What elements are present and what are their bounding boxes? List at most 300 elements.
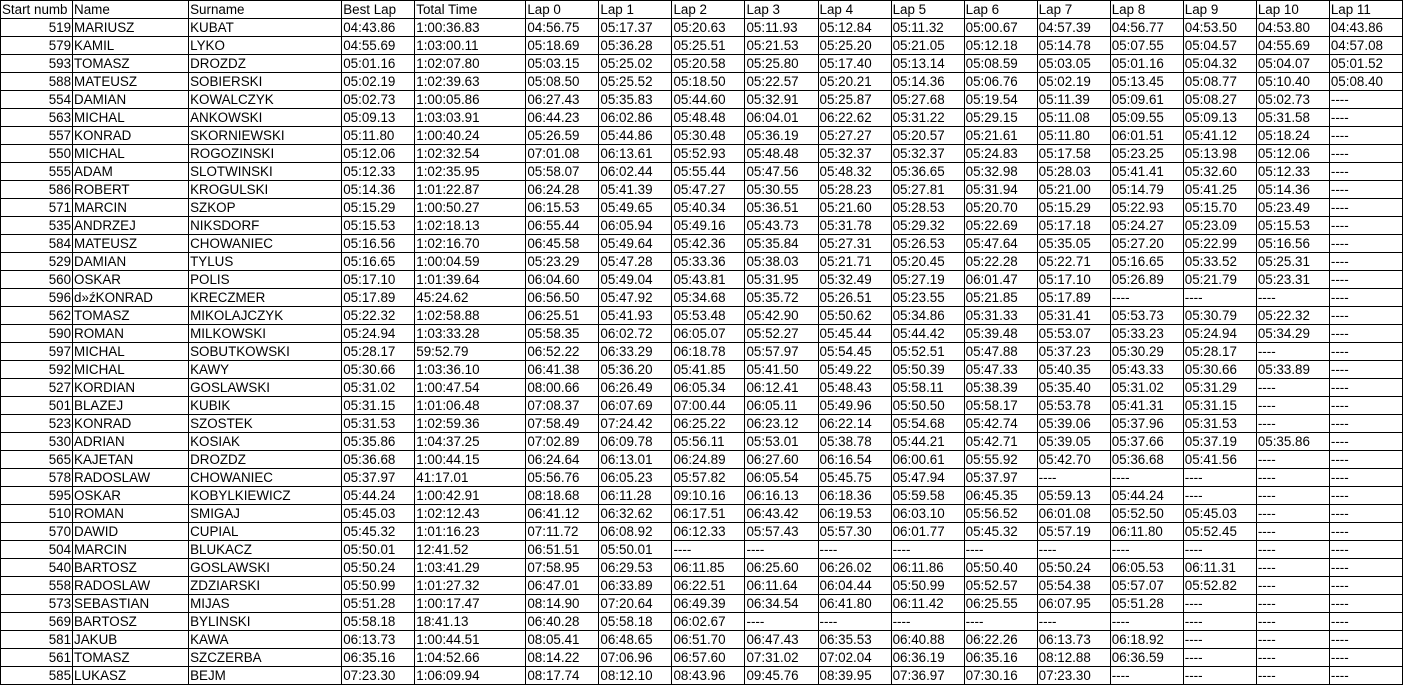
- table-cell[interactable]: 06:05.54: [745, 469, 818, 487]
- table-cell[interactable]: 1:00:36.83: [415, 19, 526, 37]
- table-cell[interactable]: 1:01:16.23: [415, 523, 526, 541]
- column-header[interactable]: Total Time: [415, 1, 526, 19]
- table-cell[interactable]: 06:11.85: [672, 559, 745, 577]
- table-cell[interactable]: 05:25.52: [599, 73, 672, 91]
- table-cell[interactable]: 06:22.14: [818, 415, 891, 433]
- table-cell[interactable]: ----: [1329, 469, 1402, 487]
- table-cell[interactable]: 1:00:42.91: [415, 487, 526, 505]
- table-cell[interactable]: 45:24.62: [415, 289, 526, 307]
- table-cell[interactable]: 05:01.52: [1329, 55, 1402, 73]
- table-cell[interactable]: 05:33.23: [1110, 325, 1183, 343]
- column-header[interactable]: Surname: [189, 1, 342, 19]
- start-number-cell[interactable]: 570: [1, 523, 73, 541]
- table-cell[interactable]: 06:00.61: [891, 451, 964, 469]
- table-cell[interactable]: 05:23.25: [1110, 145, 1183, 163]
- column-header[interactable]: Lap 10: [1256, 1, 1329, 19]
- start-number-cell[interactable]: 581: [1, 631, 73, 649]
- table-cell[interactable]: KUBAT: [189, 19, 342, 37]
- table-cell[interactable]: 05:15.53: [342, 217, 415, 235]
- start-number-cell[interactable]: 504: [1, 541, 73, 559]
- table-cell[interactable]: ----: [1329, 253, 1402, 271]
- table-cell[interactable]: 05:51.28: [342, 595, 415, 613]
- table-cell[interactable]: 05:18.50: [672, 73, 745, 91]
- table-cell[interactable]: GOSLAWSKI: [189, 379, 342, 397]
- table-cell[interactable]: 05:39.48: [964, 325, 1037, 343]
- table-cell[interactable]: 06:11.80: [1110, 523, 1183, 541]
- table-cell[interactable]: 05:33.89: [1256, 361, 1329, 379]
- table-cell[interactable]: 05:31.29: [1183, 379, 1256, 397]
- table-cell[interactable]: 06:45.58: [526, 235, 599, 253]
- table-cell[interactable]: 05:57.43: [745, 523, 818, 541]
- table-cell[interactable]: 05:22.93: [1110, 199, 1183, 217]
- table-cell[interactable]: 06:24.64: [526, 451, 599, 469]
- table-cell[interactable]: 05:44.21: [891, 433, 964, 451]
- table-cell[interactable]: 05:37.23: [1037, 343, 1110, 361]
- table-cell[interactable]: 05:44.42: [891, 325, 964, 343]
- table-cell[interactable]: 1:03:36.10: [415, 361, 526, 379]
- table-cell[interactable]: 06:36.19: [891, 649, 964, 667]
- table-cell[interactable]: 05:20.21: [818, 73, 891, 91]
- table-cell[interactable]: 06:55.44: [526, 217, 599, 235]
- table-cell[interactable]: 06:05.53: [1110, 559, 1183, 577]
- table-cell[interactable]: MARIUSZ: [73, 19, 189, 37]
- table-cell[interactable]: 05:42.36: [672, 235, 745, 253]
- table-cell[interactable]: DAMIAN: [73, 91, 189, 109]
- table-cell[interactable]: 05:01.16: [1110, 55, 1183, 73]
- table-cell[interactable]: ----: [1183, 541, 1256, 559]
- table-cell[interactable]: MATEUSZ: [73, 235, 189, 253]
- table-cell[interactable]: ANKOWSKI: [189, 109, 342, 127]
- table-cell[interactable]: 05:57.82: [672, 469, 745, 487]
- start-number-cell[interactable]: 540: [1, 559, 73, 577]
- table-cell[interactable]: ----: [1110, 469, 1183, 487]
- table-cell[interactable]: 05:24.83: [964, 145, 1037, 163]
- table-cell[interactable]: 05:35.86: [342, 433, 415, 451]
- table-cell[interactable]: ----: [1110, 667, 1183, 685]
- start-number-cell[interactable]: 569: [1, 613, 73, 631]
- start-number-cell[interactable]: 562: [1, 307, 73, 325]
- table-cell[interactable]: 06:35.16: [964, 649, 1037, 667]
- table-cell[interactable]: 12:41.52: [415, 541, 526, 559]
- start-number-cell[interactable]: 554: [1, 91, 73, 109]
- table-cell[interactable]: 05:15.53: [1256, 217, 1329, 235]
- table-cell[interactable]: 05:25.20: [818, 37, 891, 55]
- table-cell[interactable]: 05:31.94: [964, 181, 1037, 199]
- table-cell[interactable]: 05:41.85: [672, 361, 745, 379]
- table-cell[interactable]: 05:58.18: [599, 613, 672, 631]
- table-cell[interactable]: KOBYLKIEWICZ: [189, 487, 342, 505]
- table-cell[interactable]: 05:50.24: [1037, 559, 1110, 577]
- table-cell[interactable]: SZKOP: [189, 199, 342, 217]
- table-cell[interactable]: 05:08.59: [964, 55, 1037, 73]
- table-cell[interactable]: 05:47.64: [964, 235, 1037, 253]
- table-cell[interactable]: 07:01.08: [526, 145, 599, 163]
- table-cell[interactable]: 05:54.45: [818, 343, 891, 361]
- column-header[interactable]: Lap 11: [1329, 1, 1402, 19]
- table-cell[interactable]: KRECZMER: [189, 289, 342, 307]
- table-cell[interactable]: ----: [1183, 595, 1256, 613]
- table-cell[interactable]: 05:03.15: [526, 55, 599, 73]
- table-cell[interactable]: 06:13.61: [599, 145, 672, 163]
- table-cell[interactable]: 05:24.94: [1183, 325, 1256, 343]
- table-cell[interactable]: 05:58.07: [526, 163, 599, 181]
- start-number-cell[interactable]: 592: [1, 361, 73, 379]
- table-cell[interactable]: 06:56.50: [526, 289, 599, 307]
- table-cell[interactable]: 06:51.51: [526, 541, 599, 559]
- table-cell[interactable]: 05:31.53: [342, 415, 415, 433]
- table-cell[interactable]: ----: [1329, 199, 1402, 217]
- table-cell[interactable]: 08:05.41: [526, 631, 599, 649]
- table-cell[interactable]: 05:39.06: [1037, 415, 1110, 433]
- table-cell[interactable]: 04:55.69: [342, 37, 415, 55]
- table-cell[interactable]: 05:31.78: [818, 217, 891, 235]
- table-cell[interactable]: SOBUTKOWSKI: [189, 343, 342, 361]
- table-cell[interactable]: 04:53.50: [1183, 19, 1256, 37]
- table-cell[interactable]: 05:20.57: [891, 127, 964, 145]
- table-cell[interactable]: 05:22.28: [964, 253, 1037, 271]
- table-cell[interactable]: SMIGAJ: [189, 505, 342, 523]
- table-cell[interactable]: 05:31.33: [964, 307, 1037, 325]
- table-cell[interactable]: 05:23.31: [1256, 271, 1329, 289]
- table-cell[interactable]: 06:01.08: [1037, 505, 1110, 523]
- table-cell[interactable]: 1:00:44.15: [415, 451, 526, 469]
- table-cell[interactable]: SLOTWINSKI: [189, 163, 342, 181]
- table-cell[interactable]: ----: [1037, 469, 1110, 487]
- table-cell[interactable]: 05:28.17: [342, 343, 415, 361]
- table-cell[interactable]: 05:21.00: [1037, 181, 1110, 199]
- table-cell[interactable]: 05:02.73: [1256, 91, 1329, 109]
- table-cell[interactable]: 05:16.65: [342, 253, 415, 271]
- table-cell[interactable]: 05:50.39: [891, 361, 964, 379]
- table-cell[interactable]: 06:02.44: [599, 163, 672, 181]
- table-cell[interactable]: 05:23.49: [1256, 199, 1329, 217]
- table-cell[interactable]: ----: [1329, 235, 1402, 253]
- table-cell[interactable]: 05:32.98: [964, 163, 1037, 181]
- table-cell[interactable]: ROGOZINSKI: [189, 145, 342, 163]
- start-number-cell[interactable]: 586: [1, 181, 73, 199]
- table-cell[interactable]: ----: [964, 613, 1037, 631]
- start-number-cell[interactable]: 529: [1, 253, 73, 271]
- table-cell[interactable]: 06:18.92: [1110, 631, 1183, 649]
- table-cell[interactable]: 07:30.16: [964, 667, 1037, 685]
- table-cell[interactable]: 05:55.44: [672, 163, 745, 181]
- table-cell[interactable]: 04:56.75: [526, 19, 599, 37]
- table-cell[interactable]: 05:30.79: [1183, 307, 1256, 325]
- table-cell[interactable]: 07:02.04: [818, 649, 891, 667]
- table-cell[interactable]: 05:28.17: [1183, 343, 1256, 361]
- table-cell[interactable]: 05:11.39: [1037, 91, 1110, 109]
- table-cell[interactable]: CUPIAL: [189, 523, 342, 541]
- table-cell[interactable]: 05:20.70: [964, 199, 1037, 217]
- table-cell[interactable]: 05:49.65: [599, 199, 672, 217]
- table-cell[interactable]: 05:38.03: [745, 253, 818, 271]
- table-cell[interactable]: 05:57.07: [1110, 577, 1183, 595]
- table-cell[interactable]: ----: [1329, 127, 1402, 145]
- table-cell[interactable]: 05:24.94: [342, 325, 415, 343]
- table-cell[interactable]: 07:58.49: [526, 415, 599, 433]
- start-number-cell[interactable]: 561: [1, 649, 73, 667]
- table-cell[interactable]: 05:44.24: [1110, 487, 1183, 505]
- table-cell[interactable]: 05:50.40: [964, 559, 1037, 577]
- table-cell[interactable]: 05:09.13: [342, 109, 415, 127]
- table-cell[interactable]: 1:02:32.54: [415, 145, 526, 163]
- table-cell[interactable]: 05:17.10: [342, 271, 415, 289]
- table-cell[interactable]: DAWID: [73, 523, 189, 541]
- table-cell[interactable]: 1:06:09.94: [415, 667, 526, 685]
- table-cell[interactable]: 05:30.66: [342, 361, 415, 379]
- table-cell[interactable]: 06:41.38: [526, 361, 599, 379]
- table-cell[interactable]: 05:22.32: [1256, 307, 1329, 325]
- table-cell[interactable]: 05:31.41: [1037, 307, 1110, 325]
- table-cell[interactable]: 04:57.39: [1037, 19, 1110, 37]
- table-cell[interactable]: ----: [1037, 541, 1110, 559]
- table-cell[interactable]: 06:43.42: [745, 505, 818, 523]
- table-cell[interactable]: 06:49.39: [672, 595, 745, 613]
- table-cell[interactable]: 06:23.12: [745, 415, 818, 433]
- table-cell[interactable]: 05:08.27: [1183, 91, 1256, 109]
- table-cell[interactable]: 05:11.80: [1037, 127, 1110, 145]
- table-cell[interactable]: 05:30.29: [1110, 343, 1183, 361]
- start-number-cell[interactable]: 558: [1, 577, 73, 595]
- table-cell[interactable]: 07:20.64: [599, 595, 672, 613]
- table-cell[interactable]: 06:13.01: [599, 451, 672, 469]
- table-cell[interactable]: ----: [1183, 487, 1256, 505]
- table-cell[interactable]: 05:03.05: [1037, 55, 1110, 73]
- table-cell[interactable]: 05:11.08: [1037, 109, 1110, 127]
- table-cell[interactable]: MATEUSZ: [73, 73, 189, 91]
- table-cell[interactable]: ----: [1256, 487, 1329, 505]
- table-cell[interactable]: 05:41.93: [599, 307, 672, 325]
- table-cell[interactable]: 05:50.01: [342, 541, 415, 559]
- table-cell[interactable]: 05:45.03: [342, 505, 415, 523]
- table-cell[interactable]: 05:17.10: [1037, 271, 1110, 289]
- table-cell[interactable]: 05:35.05: [1037, 235, 1110, 253]
- table-cell[interactable]: 05:28.03: [1037, 163, 1110, 181]
- table-cell[interactable]: ----: [1183, 649, 1256, 667]
- table-cell[interactable]: ADRIAN: [73, 433, 189, 451]
- table-cell[interactable]: 1:01:22.87: [415, 181, 526, 199]
- table-cell[interactable]: 05:20.45: [891, 253, 964, 271]
- table-cell[interactable]: 05:36.65: [891, 163, 964, 181]
- table-cell[interactable]: 05:41.39: [599, 181, 672, 199]
- table-cell[interactable]: 59:52.79: [415, 343, 526, 361]
- table-cell[interactable]: ----: [1110, 289, 1183, 307]
- table-cell[interactable]: 06:19.53: [818, 505, 891, 523]
- table-cell[interactable]: 05:31.22: [891, 109, 964, 127]
- table-cell[interactable]: 41:17.01: [415, 469, 526, 487]
- table-cell[interactable]: 05:13.14: [891, 55, 964, 73]
- table-cell[interactable]: 06:01.47: [964, 271, 1037, 289]
- table-cell[interactable]: ----: [1329, 307, 1402, 325]
- table-cell[interactable]: 05:45.75: [818, 469, 891, 487]
- table-cell[interactable]: 05:53.07: [1037, 325, 1110, 343]
- start-number-cell[interactable]: 573: [1, 595, 73, 613]
- table-cell[interactable]: 06:05.94: [599, 217, 672, 235]
- table-cell[interactable]: ----: [1183, 631, 1256, 649]
- start-number-cell[interactable]: 593: [1, 55, 73, 73]
- table-cell[interactable]: 05:14.79: [1110, 181, 1183, 199]
- table-cell[interactable]: 06:27.43: [526, 91, 599, 109]
- table-cell[interactable]: 05:13.98: [1183, 145, 1256, 163]
- table-cell[interactable]: SZOSTEK: [189, 415, 342, 433]
- table-cell[interactable]: ----: [1329, 181, 1402, 199]
- table-cell[interactable]: 05:02.73: [342, 91, 415, 109]
- table-cell[interactable]: 06:36.59: [1110, 649, 1183, 667]
- table-cell[interactable]: 06:44.23: [526, 109, 599, 127]
- table-cell[interactable]: 05:22.57: [745, 73, 818, 91]
- table-cell[interactable]: 06:45.35: [964, 487, 1037, 505]
- table-cell[interactable]: 1:00:04.59: [415, 253, 526, 271]
- table-cell[interactable]: KROGULSKI: [189, 181, 342, 199]
- table-cell[interactable]: 05:42.90: [745, 307, 818, 325]
- table-cell[interactable]: 05:21.60: [818, 199, 891, 217]
- table-cell[interactable]: 05:27.31: [818, 235, 891, 253]
- table-cell[interactable]: 1:01:27.32: [415, 577, 526, 595]
- table-cell[interactable]: ----: [1256, 415, 1329, 433]
- table-cell[interactable]: 05:48.43: [818, 379, 891, 397]
- table-cell[interactable]: 04:43.86: [1329, 19, 1402, 37]
- table-cell[interactable]: 05:59.13: [1037, 487, 1110, 505]
- table-cell[interactable]: 05:27.81: [891, 181, 964, 199]
- table-cell[interactable]: 05:35.86: [1256, 433, 1329, 451]
- table-cell[interactable]: 05:27.68: [891, 91, 964, 109]
- table-cell[interactable]: 06:40.28: [526, 613, 599, 631]
- table-cell[interactable]: 05:51.28: [1110, 595, 1183, 613]
- table-cell[interactable]: 05:09.13: [1183, 109, 1256, 127]
- table-cell[interactable]: 05:12.06: [1256, 145, 1329, 163]
- table-cell[interactable]: 06:17.51: [672, 505, 745, 523]
- table-cell[interactable]: 05:18.24: [1256, 127, 1329, 145]
- table-cell[interactable]: 1:02:35.95: [415, 163, 526, 181]
- table-cell[interactable]: 05:41.12: [1183, 127, 1256, 145]
- table-cell[interactable]: 05:42.71: [964, 433, 1037, 451]
- table-cell[interactable]: ----: [1329, 505, 1402, 523]
- table-cell[interactable]: 05:15.29: [1037, 199, 1110, 217]
- table-cell[interactable]: BLAZEJ: [73, 397, 189, 415]
- table-cell[interactable]: 05:52.45: [1183, 523, 1256, 541]
- table-cell[interactable]: 05:16.56: [342, 235, 415, 253]
- table-cell[interactable]: 07:58.95: [526, 559, 599, 577]
- column-header[interactable]: Lap 9: [1183, 1, 1256, 19]
- table-cell[interactable]: 07:23.30: [1037, 667, 1110, 685]
- table-cell[interactable]: 07:06.96: [599, 649, 672, 667]
- table-cell[interactable]: GOSLAWSKI: [189, 559, 342, 577]
- table-cell[interactable]: 05:50.99: [342, 577, 415, 595]
- table-cell[interactable]: JAKUB: [73, 631, 189, 649]
- table-cell[interactable]: 06:22.51: [672, 577, 745, 595]
- table-cell[interactable]: ----: [1183, 613, 1256, 631]
- table-cell[interactable]: ----: [1256, 559, 1329, 577]
- table-cell[interactable]: 05:54.38: [1037, 577, 1110, 595]
- table-cell[interactable]: 06:04.01: [745, 109, 818, 127]
- table-cell[interactable]: ----: [1256, 379, 1329, 397]
- column-header[interactable]: Lap 8: [1110, 1, 1183, 19]
- table-cell[interactable]: 05:52.93: [672, 145, 745, 163]
- table-cell[interactable]: LYKO: [189, 37, 342, 55]
- table-cell[interactable]: 06:24.89: [672, 451, 745, 469]
- table-cell[interactable]: 05:21.53: [745, 37, 818, 55]
- table-cell[interactable]: 1:00:05.86: [415, 91, 526, 109]
- table-cell[interactable]: 05:26.51: [818, 289, 891, 307]
- table-cell[interactable]: 05:12.18: [964, 37, 1037, 55]
- table-cell[interactable]: 06:11.28: [599, 487, 672, 505]
- table-cell[interactable]: 05:49.22: [818, 361, 891, 379]
- table-cell[interactable]: 05:37.96: [1110, 415, 1183, 433]
- table-cell[interactable]: ----: [891, 541, 964, 559]
- table-cell[interactable]: ----: [1256, 505, 1329, 523]
- table-cell[interactable]: 05:42.74: [964, 415, 1037, 433]
- table-cell[interactable]: 06:05.34: [672, 379, 745, 397]
- table-cell[interactable]: ----: [1329, 415, 1402, 433]
- table-cell[interactable]: 05:57.97: [745, 343, 818, 361]
- table-cell[interactable]: 05:18.69: [526, 37, 599, 55]
- table-cell[interactable]: TYLUS: [189, 253, 342, 271]
- table-cell[interactable]: ----: [1329, 451, 1402, 469]
- column-header[interactable]: Lap 5: [891, 1, 964, 19]
- table-cell[interactable]: 05:44.60: [672, 91, 745, 109]
- table-cell[interactable]: 05:11.80: [342, 127, 415, 145]
- table-cell[interactable]: 05:37.19: [1183, 433, 1256, 451]
- table-cell[interactable]: ----: [672, 541, 745, 559]
- table-cell[interactable]: ROMAN: [73, 325, 189, 343]
- table-cell[interactable]: 05:50.50: [891, 397, 964, 415]
- table-cell[interactable]: 05:31.15: [1183, 397, 1256, 415]
- table-cell[interactable]: 06:33.89: [599, 577, 672, 595]
- table-cell[interactable]: ----: [818, 541, 891, 559]
- table-cell[interactable]: DAMIAN: [73, 253, 189, 271]
- table-cell[interactable]: 05:35.83: [599, 91, 672, 109]
- table-cell[interactable]: 05:26.53: [891, 235, 964, 253]
- table-cell[interactable]: 05:17.40: [818, 55, 891, 73]
- table-cell[interactable]: 05:52.57: [964, 577, 1037, 595]
- table-cell[interactable]: 08:00.66: [526, 379, 599, 397]
- table-cell[interactable]: 05:00.67: [964, 19, 1037, 37]
- table-cell[interactable]: 05:21.05: [891, 37, 964, 55]
- table-cell[interactable]: 05:14.78: [1037, 37, 1110, 55]
- table-cell[interactable]: 06:11.64: [745, 577, 818, 595]
- table-cell[interactable]: ----: [1329, 667, 1402, 685]
- table-cell[interactable]: 06:02.72: [599, 325, 672, 343]
- table-cell[interactable]: 06:48.65: [599, 631, 672, 649]
- start-number-cell[interactable]: 550: [1, 145, 73, 163]
- table-cell[interactable]: 05:48.48: [672, 109, 745, 127]
- table-cell[interactable]: 05:07.55: [1110, 37, 1183, 55]
- table-cell[interactable]: 07:23.30: [342, 667, 415, 685]
- table-cell[interactable]: ----: [964, 541, 1037, 559]
- table-cell[interactable]: 05:21.79: [1183, 271, 1256, 289]
- table-cell[interactable]: 05:31.95: [745, 271, 818, 289]
- table-cell[interactable]: 05:30.66: [1183, 361, 1256, 379]
- table-cell[interactable]: 05:47.33: [964, 361, 1037, 379]
- table-cell[interactable]: ----: [1329, 109, 1402, 127]
- table-cell[interactable]: 1:03:00.11: [415, 37, 526, 55]
- table-cell[interactable]: 08:17.74: [526, 667, 599, 685]
- table-cell[interactable]: 05:39.05: [1037, 433, 1110, 451]
- table-cell[interactable]: 07:11.72: [526, 523, 599, 541]
- table-cell[interactable]: 06:02.86: [599, 109, 672, 127]
- table-cell[interactable]: 1:00:44.51: [415, 631, 526, 649]
- start-number-cell[interactable]: 571: [1, 199, 73, 217]
- table-cell[interactable]: 05:31.02: [342, 379, 415, 397]
- table-cell[interactable]: 06:51.70: [672, 631, 745, 649]
- start-number-cell[interactable]: 557: [1, 127, 73, 145]
- table-cell[interactable]: 05:56.76: [526, 469, 599, 487]
- table-cell[interactable]: ----: [745, 541, 818, 559]
- table-cell[interactable]: SEBASTIAN: [73, 595, 189, 613]
- table-cell[interactable]: 05:54.68: [891, 415, 964, 433]
- table-cell[interactable]: 05:49.64: [599, 235, 672, 253]
- table-cell[interactable]: 05:52.82: [1183, 577, 1256, 595]
